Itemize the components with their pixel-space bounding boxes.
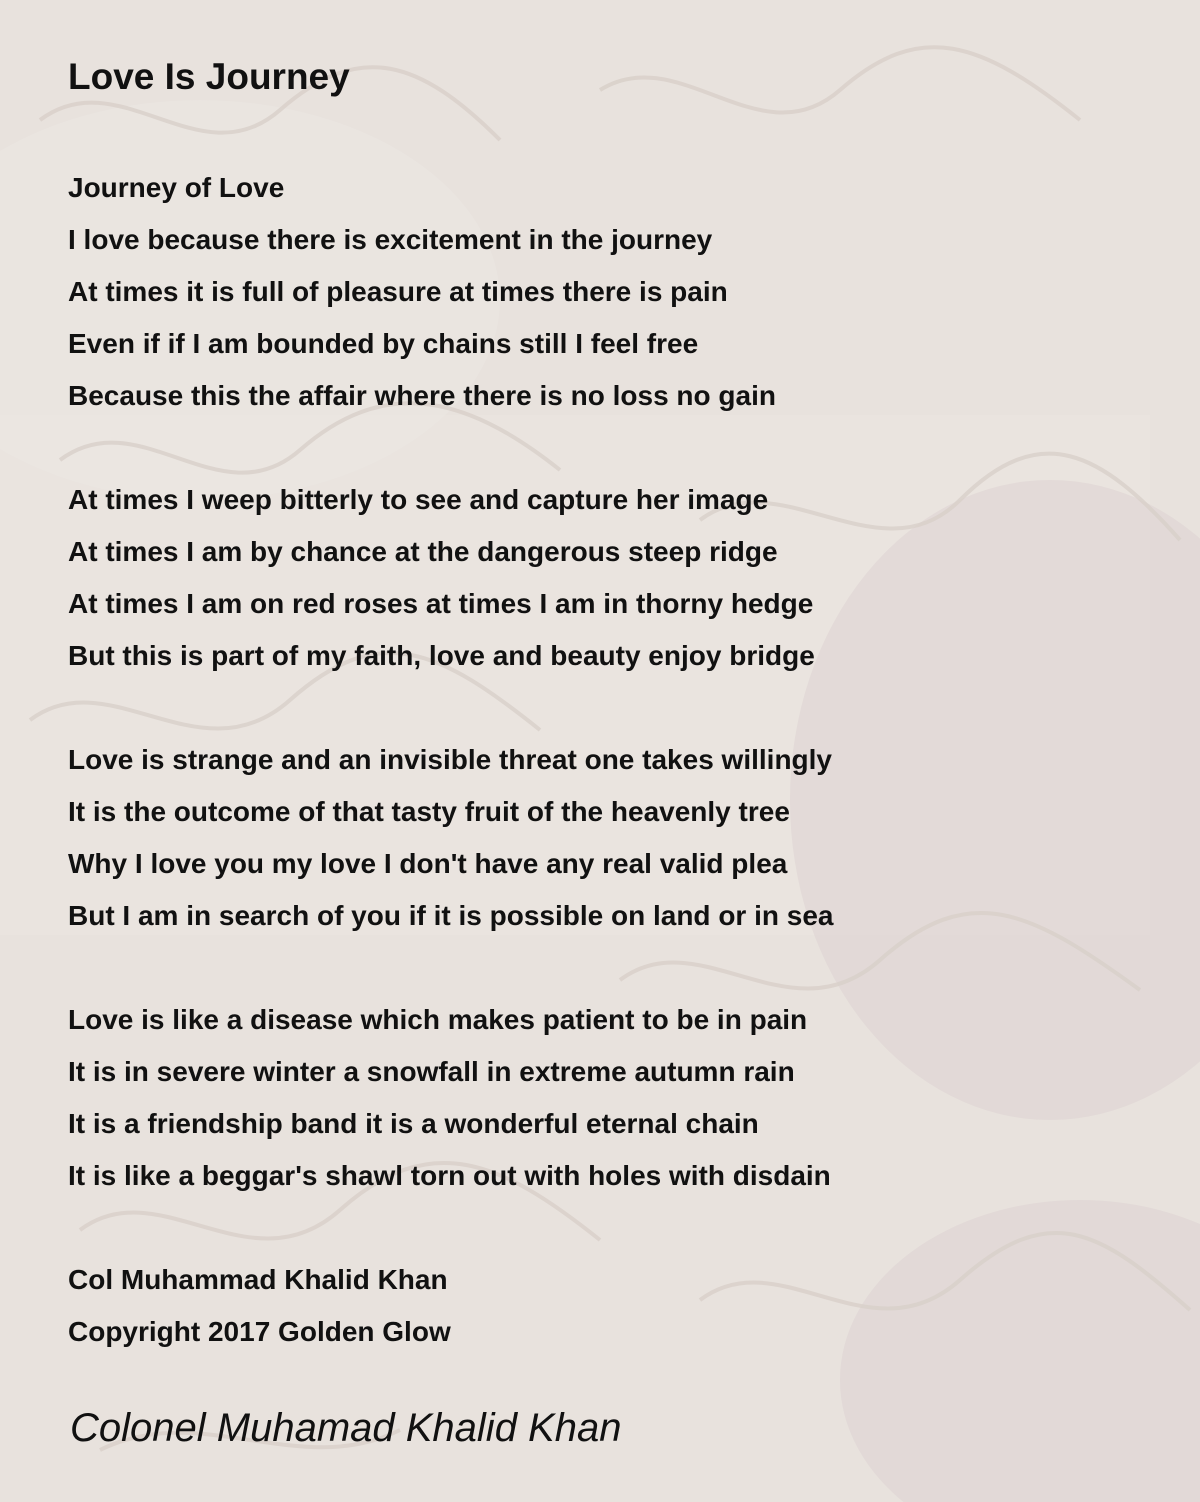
poem-line: At times I weep bitterly to see and capture her image bbox=[68, 484, 769, 515]
poem-line: It is like a beggar's shawl torn out with holes with disdain bbox=[68, 1160, 831, 1191]
poem-line: At times it is full of pleasure at times there is pain bbox=[68, 276, 728, 307]
poem-line: At times I am on red roses at times I am in thorny hedge bbox=[68, 588, 814, 619]
poem-title: Love Is Journey bbox=[68, 56, 350, 97]
stanza-3 bbox=[68, 734, 1168, 942]
poem-line: Journey of Love bbox=[68, 172, 285, 203]
poem-content bbox=[68, 52, 1168, 1410]
poem-line: Even if if I am bounded by chains still I feel free bbox=[68, 328, 699, 359]
author-signature: Colonel Muhamad Khalid Khan bbox=[70, 1406, 622, 1450]
poem-line: It is in severe winter a snowfall in extreme autumn rain bbox=[68, 1056, 795, 1087]
stanza-2 bbox=[68, 474, 1168, 682]
poem-line: It is a friendship band it is a wonderful eternal chain bbox=[68, 1108, 759, 1139]
poem-line: Because this the affair where there is no loss no gain bbox=[68, 380, 776, 411]
poem-line: But I am in search of you if it is possible on land or in sea bbox=[68, 900, 834, 931]
stanza-4 bbox=[68, 994, 1168, 1202]
poem-line: I love because there is excitement in the journey bbox=[68, 224, 713, 255]
poem-line: Love is strange and an invisible threat one takes willingly bbox=[68, 744, 832, 775]
poem-line: It is the outcome of that tasty fruit of the heavenly tree bbox=[68, 796, 790, 827]
poem-line: Love is like a disease which makes patient to be in pain bbox=[68, 1004, 808, 1035]
poem-line: But this is part of my faith, love and beauty enjoy bridge bbox=[68, 640, 815, 671]
author-line: Col Muhammad Khalid Khan bbox=[68, 1264, 448, 1295]
copyright-line: Copyright 2017 Golden Glow bbox=[68, 1316, 451, 1347]
poem-credits bbox=[68, 1254, 1168, 1358]
poem-line: Why I love you my love I don't have any real valid plea bbox=[68, 848, 788, 879]
poem-line: At times I am by chance at the dangerous steep ridge bbox=[68, 536, 778, 567]
stanza-1 bbox=[68, 162, 1168, 422]
